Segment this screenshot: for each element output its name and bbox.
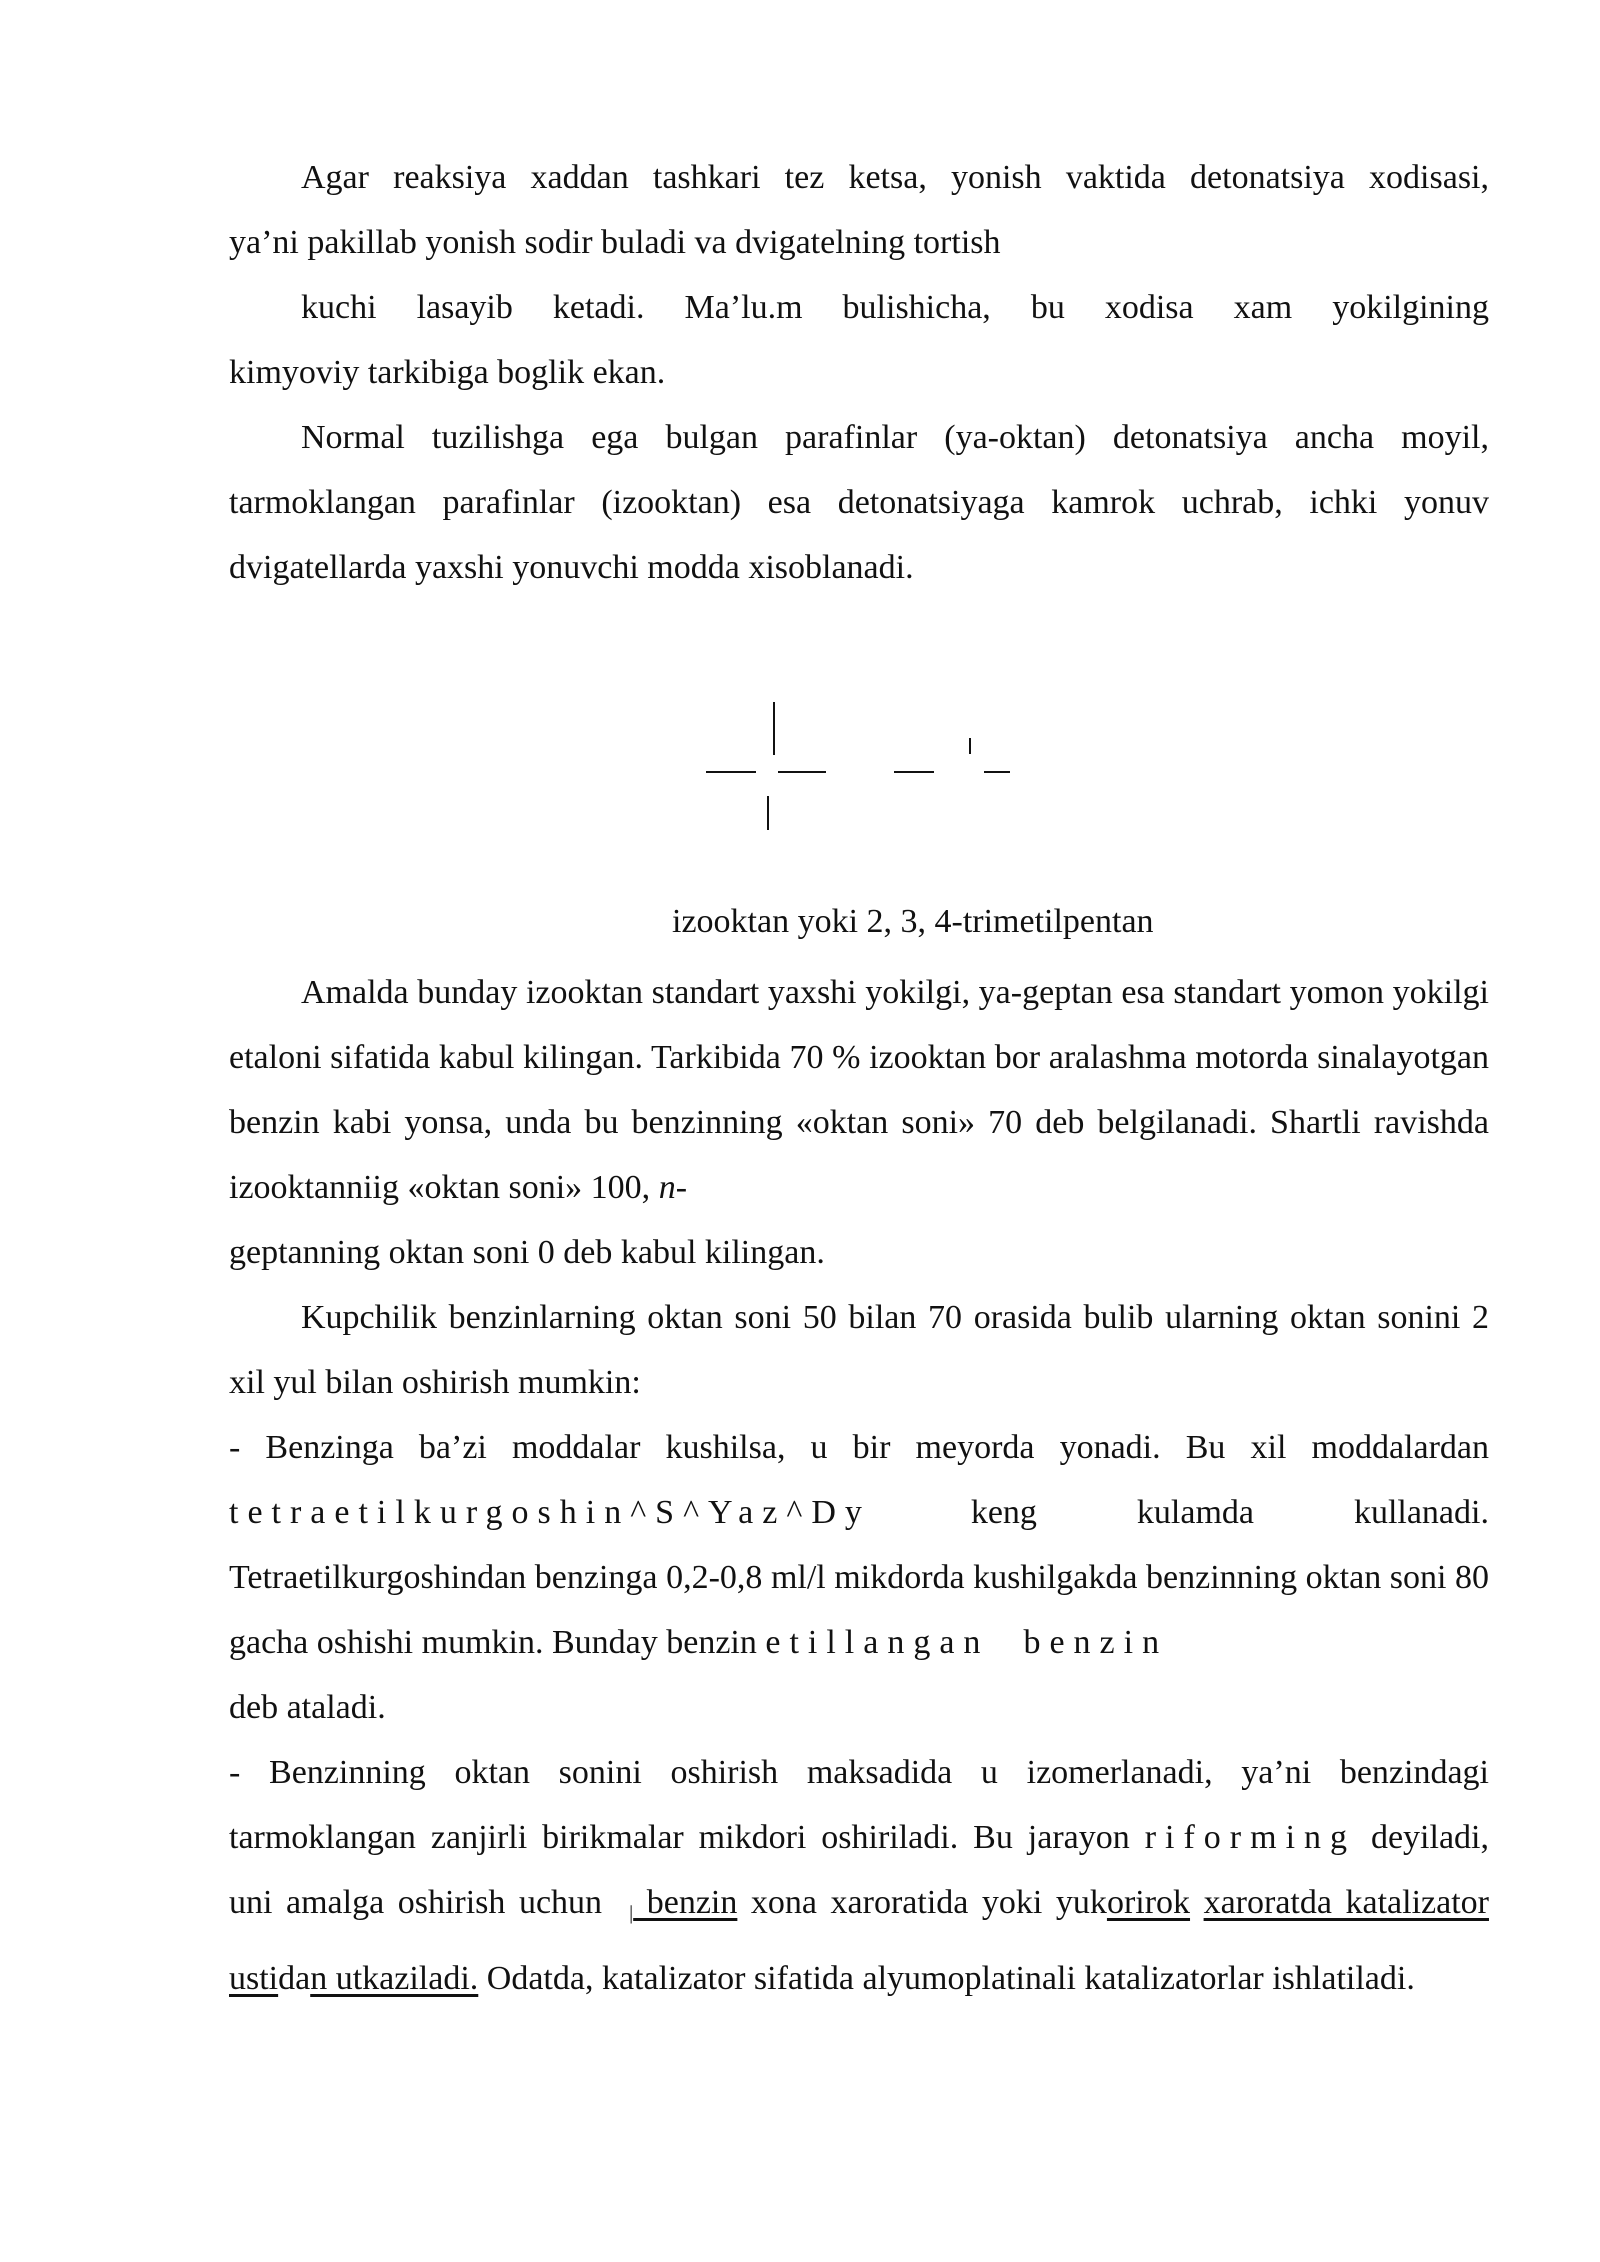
paragraph-7-mid-2: xona xaroratida yoki yuk — [737, 1884, 1107, 1921]
paragraph-6-rest-text: Tetraetilkurgoshindan benzinga 0,2-0,8 ml/l mikdorda kushilgakda benzinning oktan soni 80 gacha oshishi mumkin. Bunday benzin — [229, 1559, 1489, 1661]
word-keng: keng — [970, 1494, 1037, 1531]
paragraph-2-line-2: kimyoviy tarkibiga boglik ekan. — [229, 354, 666, 391]
underlined-utkaziladi: n utkaziladi. — [310, 1960, 479, 1997]
paragraph-7-mid-3: da — [278, 1960, 311, 1997]
tetraetil-term: tetraetilkurgoshin^S^Yaz^Dy — [229, 1494, 871, 1531]
paragraph-1-line-1: Agar reaksiya xaddan tashkari tez ketsa, yonish vaktida detonatsiya xodisasi, — [301, 159, 1489, 196]
small-mark: | — [629, 1902, 634, 1924]
paragraph-4 — [229, 960, 1489, 1285]
paragraph-1-line-2: ya’ni pakillab yonish sodir buladi va dvigatelning tortish — [229, 224, 1001, 261]
paragraph-6-end: deb ataladi. — [229, 1689, 386, 1726]
word-kulamda: kulamda — [1136, 1494, 1254, 1531]
paragraph-2-line-1: kuchi lasayib ketadi. Ma’lu.m bulishicha, bu xodisa xam yokilgining — [301, 289, 1489, 326]
structural-formula — [0, 690, 1600, 840]
paragraph-3: Normal tuzilishga ega bulgan parafinlar (ya-oktan) detonatsiya ancha moyil, tarmoklangan parafinlar (izooktan) esa detonatsiyaga kamrok uchrab, ichki yonuv dvigatellarda yaxshi yonuvchi modda xisoblanadi. — [229, 419, 1489, 586]
paragraph-6-line-2 — [229, 1480, 1489, 1545]
formula-caption: izooktan yoki 2, 3, 4-trimetilpentan — [672, 903, 1154, 940]
benzin-term: benzin — [1023, 1624, 1169, 1661]
paragraph-7-end: Odatda, katalizator sifatida alyumoplatinali katalizatorlar ishlatiladi. — [478, 1960, 1415, 1997]
riforming-term: riforming — [1144, 1819, 1357, 1856]
paragraph-7 — [229, 1740, 1489, 2011]
underlined-benzin: benzin — [633, 1884, 738, 1921]
underlined-xaroratda: xaroratda katalizator usti — [229, 1884, 1489, 1997]
paragraph-5: Kupchilik benzinlarning oktan soni 50 bilan 70 orasida bulib ularning oktan sonini 2 xil yul bilan oshirish mumkin: — [229, 1299, 1489, 1401]
paragraph-4-main: Amalda bunday izooktan standart yaxshi yokilgi, ya-geptan esa standart yomon yokilgi etaloni sifatida kabul kilingan. Tarkibida 70 % izooktan bor aralashma motorda sinalayotgan benzin kabi yonsa, unda bu benzinning «oktan soni» 70 deb belgilanadi. Shartli ravishda izooktanniig «oktan soni» 100, — [229, 974, 1489, 1206]
underlined-orirok: orirok — [1106, 1884, 1191, 1921]
paragraph-4-tail: geptanning oktan soni 0 deb kabul kilingan. — [229, 1234, 825, 1271]
paragraph-6-rest — [229, 1545, 1489, 1740]
paragraph-4-italic-n: n- — [658, 1169, 688, 1206]
etillangan-term: etillangan — [765, 1624, 990, 1661]
paragraph-7-mid-1: deyiladi, uni amalga oshirish uchun — [229, 1819, 1489, 1921]
word-kullanadi: kullanadi. — [1353, 1494, 1489, 1531]
paragraph-6-line-1: - Benzinga ba’zi moddalar kushilsa, u bir meyorda yonadi. Bu xil moddalardan — [229, 1429, 1489, 1466]
paragraph-7-start: - Benzinning oktan sonini oshirish maksadida u izomerlanadi, ya’ni benzindagi tarmoklangan zanjirli birikmalar mikdori oshiriladi. Bu jarayon — [229, 1754, 1489, 1856]
